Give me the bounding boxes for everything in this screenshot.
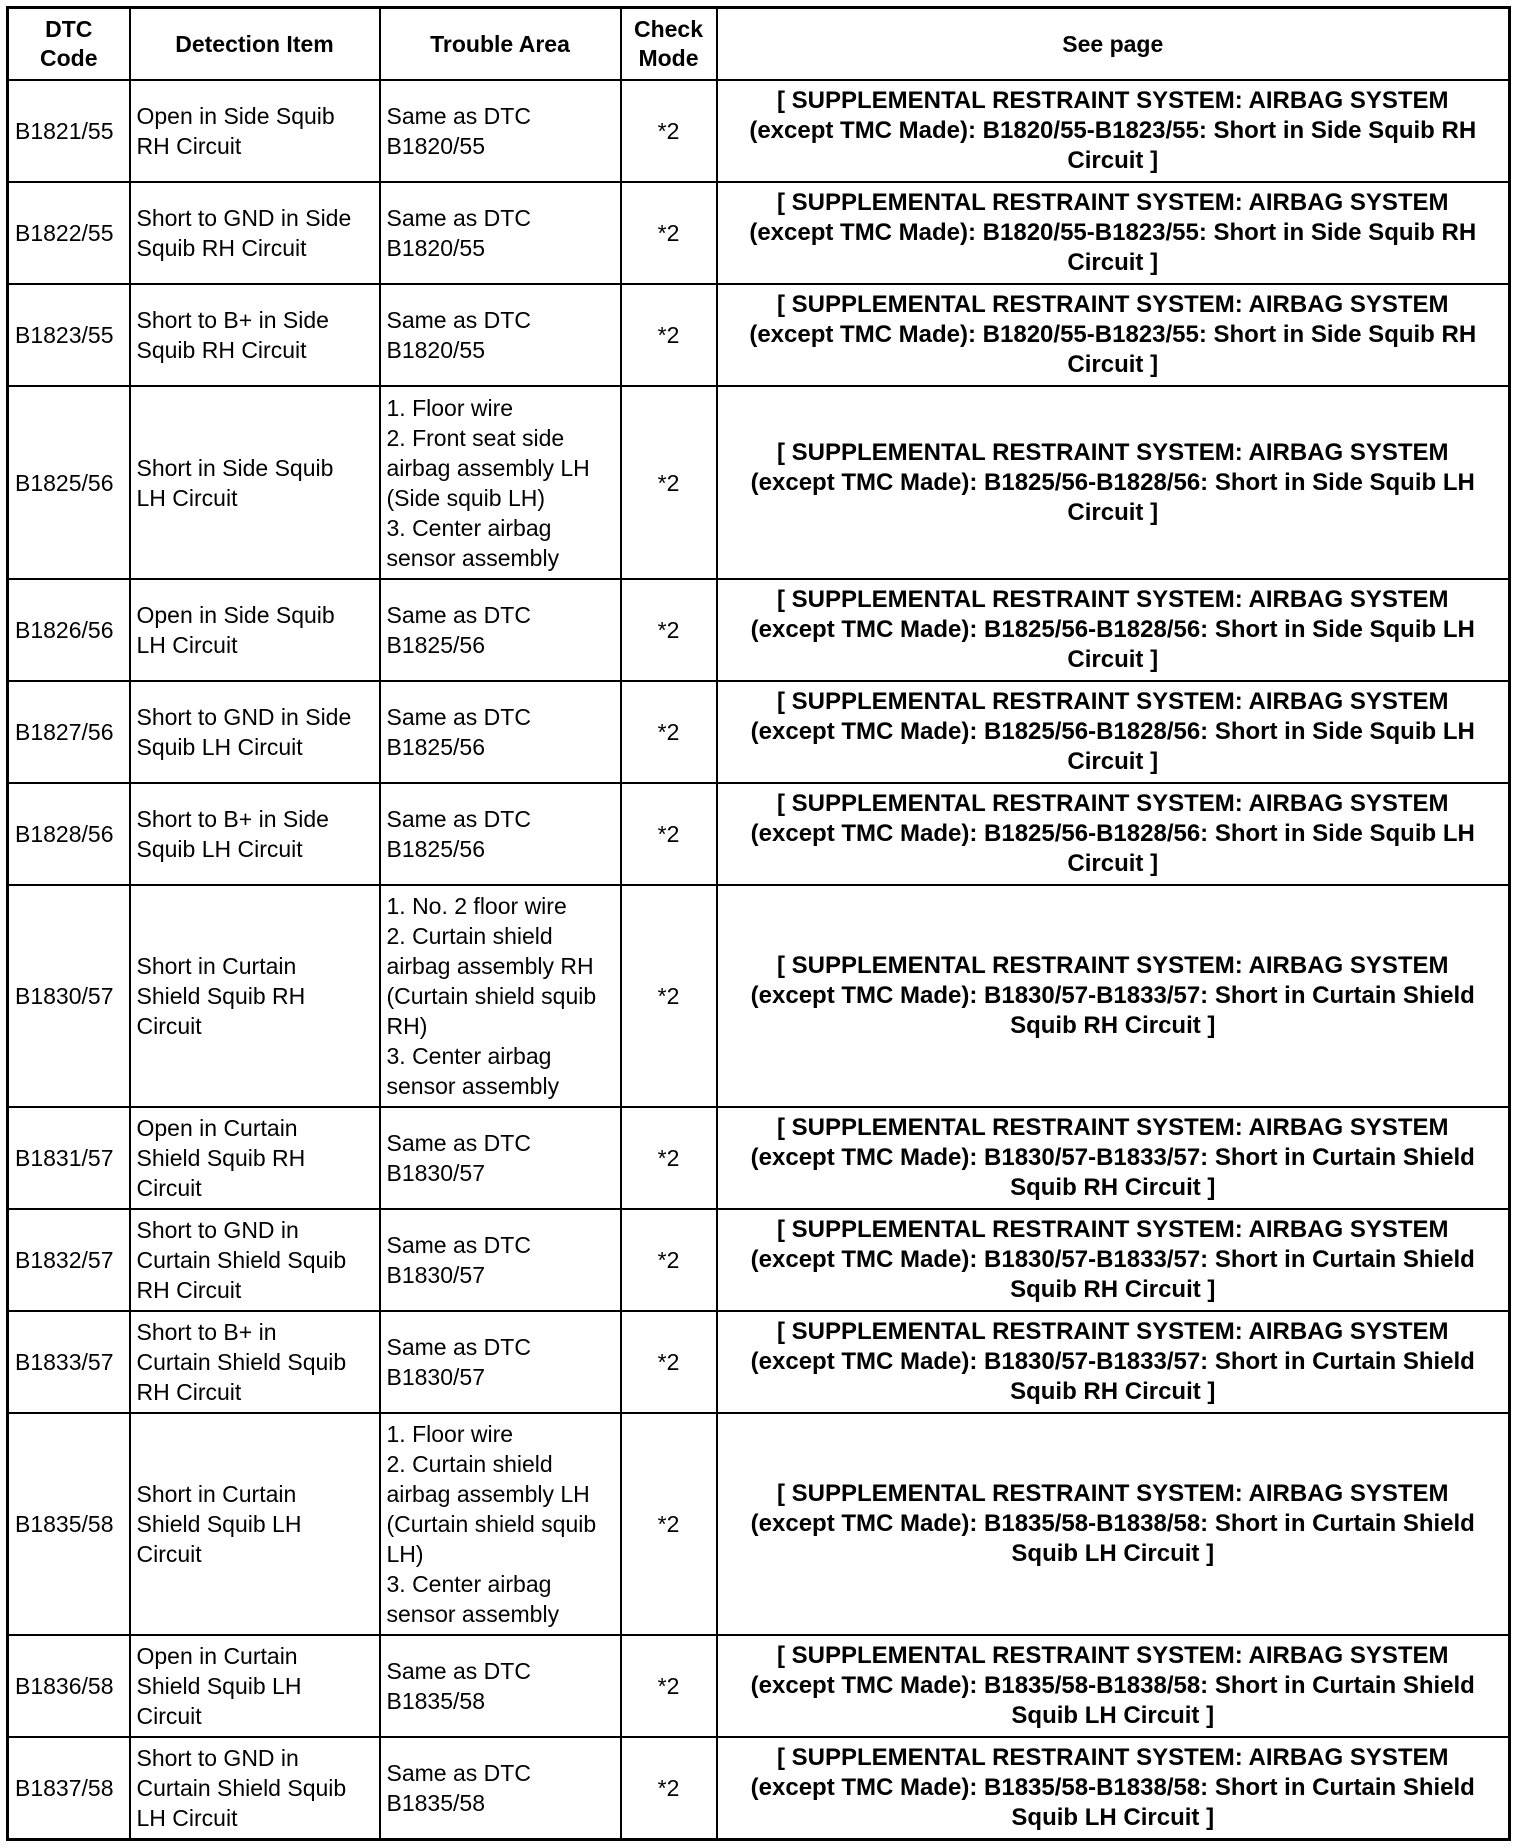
- see-page-link[interactable]: [ SUPPLEMENTAL RESTRAINT SYSTEM: AIRBAG SYSTEM (except TMC Made): B1825/56-B1828/56: Short in Side Squib LH Circuit ]: [717, 783, 1510, 885]
- dtc-code-cell: B1836/58: [8, 1635, 130, 1737]
- table-row: [8, 579, 1510, 681]
- detection-item-cell: Open in Side Squib RH Circuit: [130, 80, 380, 182]
- table-row: [8, 1737, 1510, 1839]
- check-mode-cell: *2: [621, 885, 717, 1107]
- detection-item-cell: Short to GND in Curtain Shield Squib RH Circuit: [130, 1209, 380, 1311]
- detection-item-cell: Short to GND in Side Squib RH Circuit: [130, 182, 380, 284]
- trouble-area-cell: Same as DTC B1835/58: [380, 1635, 621, 1737]
- dtc-code-cell: B1837/58: [8, 1737, 130, 1839]
- trouble-area-cell: Same as DTC B1830/57: [380, 1311, 621, 1413]
- dtc-code-cell: B1827/56: [8, 681, 130, 783]
- dtc-code-cell: B1832/57: [8, 1209, 130, 1311]
- trouble-area-cell: 1. No. 2 floor wire 2. Curtain shield airbag assembly RH (Curtain shield squib RH) 3. Center airbag sensor assembly: [380, 885, 621, 1107]
- dtc-code-cell: B1831/57: [8, 1107, 130, 1209]
- table-row: [8, 1635, 1510, 1737]
- see-page-link[interactable]: [ SUPPLEMENTAL RESTRAINT SYSTEM: AIRBAG SYSTEM (except TMC Made): B1820/55-B1823/55: Short in Side Squib RH Circuit ]: [717, 182, 1510, 284]
- see-page-link[interactable]: [ SUPPLEMENTAL RESTRAINT SYSTEM: AIRBAG SYSTEM (except TMC Made): B1820/55-B1823/55: Short in Side Squib RH Circuit ]: [717, 80, 1510, 182]
- dtc-code-cell: B1833/57: [8, 1311, 130, 1413]
- table-row: [8, 1107, 1510, 1209]
- table-row: [8, 1209, 1510, 1311]
- detection-item-cell: Open in Side Squib LH Circuit: [130, 579, 380, 681]
- table-body: [8, 80, 1510, 1839]
- detection-item-cell: Open in Curtain Shield Squib LH Circuit: [130, 1635, 380, 1737]
- see-page-link[interactable]: [ SUPPLEMENTAL RESTRAINT SYSTEM: AIRBAG SYSTEM (except TMC Made): B1835/58-B1838/58: Short in Curtain Shield Squib LH Circuit ]: [717, 1635, 1510, 1737]
- dtc-code-cell: B1821/55: [8, 80, 130, 182]
- check-mode-cell: *2: [621, 1107, 717, 1209]
- table-row: [8, 386, 1510, 579]
- dtc-code-cell: B1825/56: [8, 386, 130, 579]
- trouble-area-cell: 1. Floor wire 2. Curtain shield airbag assembly LH (Curtain shield squib LH) 3. Center airbag sensor assembly: [380, 1413, 621, 1635]
- see-page-link[interactable]: [ SUPPLEMENTAL RESTRAINT SYSTEM: AIRBAG SYSTEM (except TMC Made): B1835/58-B1838/58: Short in Curtain Shield Squib LH Circuit ]: [717, 1413, 1510, 1635]
- table-row: [8, 182, 1510, 284]
- header-trouble-area: Trouble Area: [380, 8, 621, 81]
- dtc-code-cell: B1823/55: [8, 284, 130, 386]
- table-row: [8, 80, 1510, 182]
- check-mode-cell: *2: [621, 1209, 717, 1311]
- header-detection-item: Detection Item: [130, 8, 380, 81]
- dtc-code-cell: B1828/56: [8, 783, 130, 885]
- check-mode-cell: *2: [621, 1311, 717, 1413]
- see-page-link[interactable]: [ SUPPLEMENTAL RESTRAINT SYSTEM: AIRBAG SYSTEM (except TMC Made): B1830/57-B1833/57: Short in Curtain Shield Squib RH Circuit ]: [717, 1311, 1510, 1413]
- detection-item-cell: Short to GND in Curtain Shield Squib LH Circuit: [130, 1737, 380, 1839]
- table-row: [8, 1413, 1510, 1635]
- header-see-page: See page: [717, 8, 1510, 81]
- trouble-area-cell: Same as DTC B1820/55: [380, 182, 621, 284]
- check-mode-cell: *2: [621, 80, 717, 182]
- trouble-area-cell: Same as DTC B1820/55: [380, 80, 621, 182]
- check-mode-cell: *2: [621, 386, 717, 579]
- table-row: [8, 681, 1510, 783]
- check-mode-cell: *2: [621, 1413, 717, 1635]
- dtc-code-cell: B1830/57: [8, 885, 130, 1107]
- detection-item-cell: Short in Curtain Shield Squib LH Circuit: [130, 1413, 380, 1635]
- see-page-link[interactable]: [ SUPPLEMENTAL RESTRAINT SYSTEM: AIRBAG SYSTEM (except TMC Made): B1825/56-B1828/56: Short in Side Squib LH Circuit ]: [717, 579, 1510, 681]
- trouble-area-cell: Same as DTC B1835/58: [380, 1737, 621, 1839]
- detection-item-cell: Short in Side Squib LH Circuit: [130, 386, 380, 579]
- header-check-mode: Check Mode: [621, 8, 717, 81]
- see-page-link[interactable]: [ SUPPLEMENTAL RESTRAINT SYSTEM: AIRBAG SYSTEM (except TMC Made): B1820/55-B1823/55: Short in Side Squib RH Circuit ]: [717, 284, 1510, 386]
- see-page-link[interactable]: [ SUPPLEMENTAL RESTRAINT SYSTEM: AIRBAG SYSTEM (except TMC Made): B1825/56-B1828/56: Short in Side Squib LH Circuit ]: [717, 681, 1510, 783]
- check-mode-cell: *2: [621, 284, 717, 386]
- trouble-area-cell: Same as DTC B1825/56: [380, 681, 621, 783]
- dtc-code-cell: B1835/58: [8, 1413, 130, 1635]
- see-page-link[interactable]: [ SUPPLEMENTAL RESTRAINT SYSTEM: AIRBAG SYSTEM (except TMC Made): B1830/57-B1833/57: Short in Curtain Shield Squib RH Circuit ]: [717, 1107, 1510, 1209]
- detection-item-cell: Short to GND in Side Squib LH Circuit: [130, 681, 380, 783]
- trouble-area-cell: Same as DTC B1825/56: [380, 579, 621, 681]
- check-mode-cell: *2: [621, 1737, 717, 1839]
- see-page-link[interactable]: [ SUPPLEMENTAL RESTRAINT SYSTEM: AIRBAG SYSTEM (except TMC Made): B1825/56-B1828/56: Short in Side Squib LH Circuit ]: [717, 386, 1510, 579]
- see-page-link[interactable]: [ SUPPLEMENTAL RESTRAINT SYSTEM: AIRBAG SYSTEM (except TMC Made): B1835/58-B1838/58: Short in Curtain Shield Squib LH Circuit ]: [717, 1737, 1510, 1839]
- table-header-row: [8, 8, 1510, 81]
- detection-item-cell: Short to B+ in Side Squib LH Circuit: [130, 783, 380, 885]
- check-mode-cell: *2: [621, 579, 717, 681]
- detection-item-cell: Short in Curtain Shield Squib RH Circuit: [130, 885, 380, 1107]
- trouble-area-cell: Same as DTC B1830/57: [380, 1107, 621, 1209]
- table-row: [8, 885, 1510, 1107]
- header-dtc-code: DTC Code: [8, 8, 130, 81]
- see-page-link[interactable]: [ SUPPLEMENTAL RESTRAINT SYSTEM: AIRBAG SYSTEM (except TMC Made): B1830/57-B1833/57: Short in Curtain Shield Squib RH Circuit ]: [717, 1209, 1510, 1311]
- table-row: [8, 1311, 1510, 1413]
- dtc-table: [6, 6, 1511, 1841]
- trouble-area-cell: Same as DTC B1820/55: [380, 284, 621, 386]
- trouble-area-cell: 1. Floor wire 2. Front seat side airbag assembly LH (Side squib LH) 3. Center airbag sensor assembly: [380, 386, 621, 579]
- check-mode-cell: *2: [621, 1635, 717, 1737]
- trouble-area-cell: Same as DTC B1830/57: [380, 1209, 621, 1311]
- dtc-code-cell: B1822/55: [8, 182, 130, 284]
- detection-item-cell: Short to B+ in Curtain Shield Squib RH Circuit: [130, 1311, 380, 1413]
- check-mode-cell: *2: [621, 783, 717, 885]
- check-mode-cell: *2: [621, 681, 717, 783]
- check-mode-cell: *2: [621, 182, 717, 284]
- detection-item-cell: Open in Curtain Shield Squib RH Circuit: [130, 1107, 380, 1209]
- see-page-link[interactable]: [ SUPPLEMENTAL RESTRAINT SYSTEM: AIRBAG SYSTEM (except TMC Made): B1830/57-B1833/57: Short in Curtain Shield Squib RH Circuit ]: [717, 885, 1510, 1107]
- table-row: [8, 783, 1510, 885]
- dtc-code-cell: B1826/56: [8, 579, 130, 681]
- table-row: [8, 284, 1510, 386]
- trouble-area-cell: Same as DTC B1825/56: [380, 783, 621, 885]
- detection-item-cell: Short to B+ in Side Squib RH Circuit: [130, 284, 380, 386]
